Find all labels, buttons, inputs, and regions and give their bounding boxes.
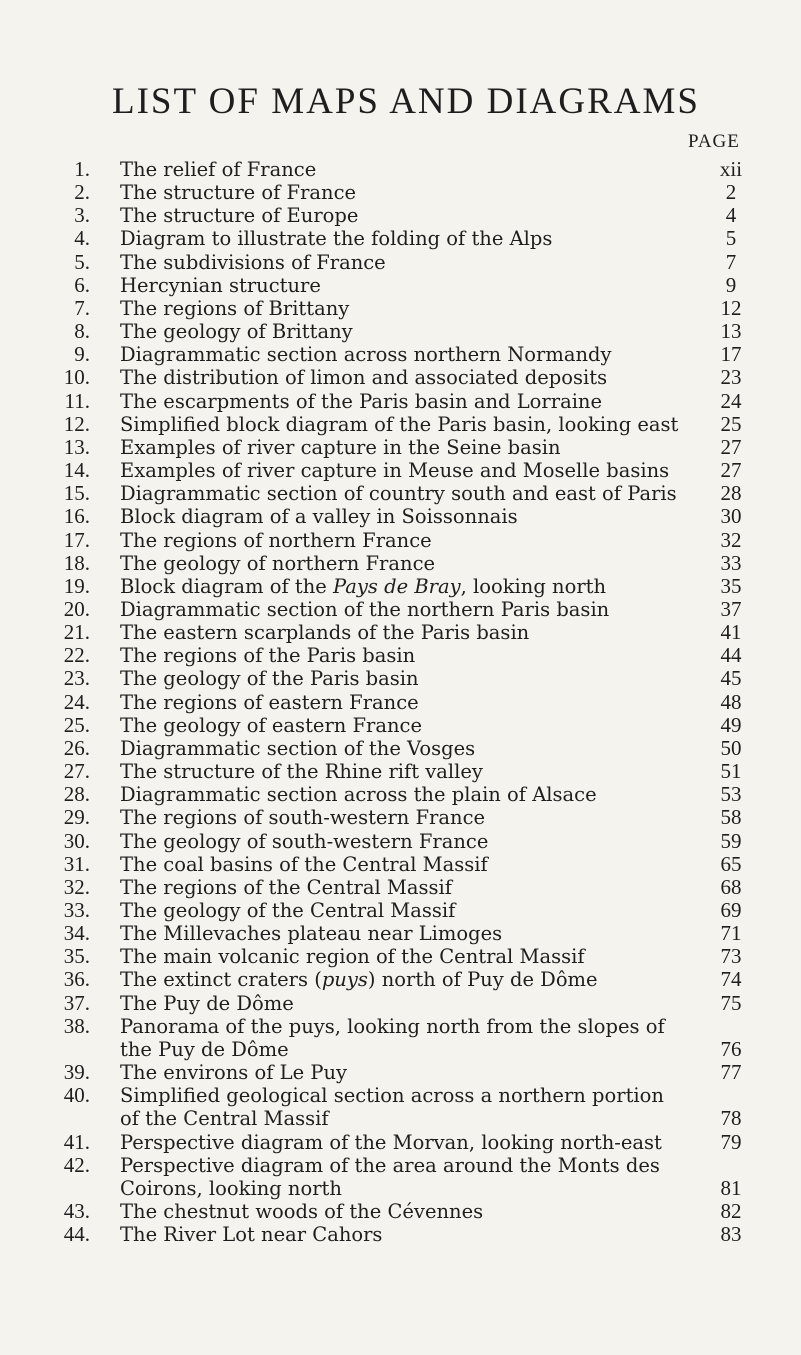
entry-page-number: 50 [720, 735, 742, 760]
entry-page-number: 24 [720, 388, 742, 413]
entry-number: 41. [63, 1129, 90, 1154]
entry-number: 12. [63, 411, 90, 436]
entry-title: The structure of Europe [120, 204, 359, 228]
entry-page-number: 65 [720, 851, 742, 876]
entry-title-part: Block diagram of the [120, 574, 333, 598]
entry-number: 21. [63, 620, 90, 645]
entry-title [120, 968, 680, 991]
entry-title-italic: puys [321, 968, 368, 992]
entry-number: 31. [63, 851, 90, 876]
entry-number: 11. [64, 388, 90, 413]
list-item [0, 737, 801, 760]
entry-number: 33. [63, 898, 90, 922]
entry-title: The regions of eastern France [120, 690, 419, 714]
entry-page-number: 68 [720, 874, 742, 899]
list-item [0, 1200, 801, 1223]
entry-title: The subdivisions of France [120, 250, 386, 274]
list-item [0, 760, 801, 783]
entry-number: 24. [63, 689, 90, 714]
entry-number: 26. [63, 735, 90, 760]
list-item [0, 1084, 801, 1130]
list-item [0, 505, 801, 528]
entry-title: Diagrammatic section of the Vosges [120, 736, 476, 760]
entry-page-number: 76 [720, 1036, 742, 1061]
entry-title: The Millevaches plateau near Limoges [120, 922, 503, 946]
entry-title: The River Lot near Cahors [120, 1223, 383, 1247]
list-item [0, 621, 801, 644]
entry-number: 13. [63, 434, 90, 459]
list-item [0, 1061, 801, 1084]
entry-title: Panorama of the puys, looking north from the slopes of the Puy de Dôme [120, 1014, 665, 1061]
entry-number: 17. [63, 527, 90, 552]
list-item [0, 320, 801, 343]
entry-title: Diagrammatic section of country south and east of Paris [120, 482, 677, 506]
entry-number: 39. [63, 1060, 90, 1085]
list-item [0, 1131, 801, 1154]
entry-number: 14. [63, 458, 90, 483]
entry-number: 30. [63, 828, 90, 853]
entry-page-number: 4 [725, 203, 737, 228]
list-item [0, 691, 801, 714]
list-item [0, 552, 801, 575]
entry-page-number: 78 [720, 1106, 742, 1131]
entry-number: 27. [63, 759, 90, 784]
entry-title: The distribution of limon and associated deposits [120, 366, 608, 390]
entry-title: The chestnut woods of the Cévennes [120, 1200, 484, 1224]
entry-page-number: 53 [720, 782, 742, 807]
entry-page-number: 82 [720, 1199, 742, 1224]
entry-number: 36. [63, 967, 90, 992]
entry-title: The regions of the Paris basin [120, 644, 416, 668]
entry-title: The regions of the Central Massif [120, 875, 452, 899]
entry-title: Block diagram of a valley in Soissonnais [120, 505, 518, 529]
entry-title: The main volcanic region of the Central Massif [120, 945, 585, 969]
entry-title: The regions of south-western France [120, 806, 486, 830]
entry-title: Diagrammatic section of the northern Paris basin [120, 597, 610, 621]
list-item [0, 274, 801, 297]
entry-number: 9. [74, 342, 90, 367]
entry-number: 16. [63, 504, 90, 529]
list-item [0, 714, 801, 737]
list-item [0, 1015, 801, 1061]
entry-page-number: 77 [720, 1060, 742, 1085]
list-item [0, 853, 801, 876]
entry-title: The geology of eastern France [120, 713, 423, 737]
entry-number: 38. [63, 1013, 90, 1038]
entry-number: 43. [63, 1199, 90, 1224]
entry-title: The geology of the Central Massif [120, 899, 456, 922]
entry-number: 19. [63, 573, 90, 598]
entry-number: 3. [74, 203, 90, 228]
list-item [0, 806, 801, 829]
entry-number: 34. [63, 921, 90, 946]
list-item [0, 667, 801, 690]
entry-page-number: 79 [720, 1129, 742, 1154]
list-item [0, 482, 801, 505]
entry-page-number: 25 [720, 411, 742, 436]
entry-number: 29. [63, 805, 90, 830]
entry-page-number: 23 [720, 365, 742, 390]
entry-number: 1. [74, 157, 90, 181]
contents-list [0, 158, 801, 1246]
list-item [0, 413, 801, 436]
entry-number: 20. [63, 596, 90, 621]
entry-page-number: 5 [725, 226, 737, 251]
entry-title: The escarpments of the Paris basin and Lorraine [120, 389, 603, 413]
entry-title: The structure of the Rhine rift valley [120, 760, 483, 784]
list-item [0, 783, 801, 806]
entry-page-number: 2 [725, 180, 737, 205]
entry-page-number: 83 [720, 1222, 742, 1247]
entry-title: Examples of river capture in Meuse and Moselle basins [120, 459, 670, 483]
entry-number: 2. [74, 180, 90, 205]
entry-number: 37. [63, 990, 90, 1015]
entry-title: The regions of Brittany [120, 296, 350, 320]
entry-page-number: 32 [720, 527, 742, 552]
entry-title: Simplified geological section across a northern portion of the Central Massif [120, 1084, 664, 1131]
entry-page-number: 13 [720, 319, 742, 344]
entry-title: The Puy de Dôme [120, 991, 294, 1015]
entry-page-number: 12 [720, 295, 742, 320]
entry-number: 15. [63, 481, 90, 506]
entry-page-number: 48 [720, 689, 742, 714]
entry-page-number: 69 [720, 898, 742, 922]
list-item [0, 251, 801, 274]
entry-number: 44. [63, 1222, 90, 1247]
entry-title [120, 575, 680, 598]
list-item [0, 459, 801, 482]
entry-title: Examples of river capture in the Seine basin [120, 435, 561, 459]
list-item [0, 297, 801, 320]
entry-title-part: The extinct craters ( [120, 968, 322, 992]
entry-page-number: 28 [720, 481, 742, 506]
entry-title-part: , looking north [460, 574, 607, 598]
entry-page-number: 71 [720, 921, 742, 946]
entry-number: 18. [63, 550, 90, 575]
list-item [0, 644, 801, 667]
entry-title: Simplified block diagram of the Paris basin, looking east [120, 412, 679, 436]
entry-number: 22. [63, 643, 90, 668]
list-item [0, 945, 801, 968]
entry-number: 42. [63, 1152, 90, 1177]
entry-page-number: 7 [725, 249, 737, 274]
entry-number: 28. [63, 782, 90, 807]
entry-page-number: 45 [720, 666, 742, 691]
list-item [0, 922, 801, 945]
page-title: LIST OF MAPS AND DIAGRAMS [112, 81, 700, 122]
list-item [0, 992, 801, 1015]
entry-title: The geology of south-western France [120, 829, 489, 853]
entry-page-number: 74 [720, 967, 742, 992]
entry-page-number: 59 [720, 828, 742, 853]
list-item [0, 575, 801, 598]
list-item [0, 158, 801, 181]
list-item [0, 204, 801, 227]
entry-title-part: ) north of Puy de Dôme [367, 968, 598, 992]
entry-title: The geology of the Paris basin [120, 667, 419, 691]
entry-page-number: 51 [720, 759, 742, 784]
entry-title: The geology of northern France [120, 551, 436, 575]
entry-page-number: 73 [720, 944, 742, 969]
entry-page-number: 35 [720, 573, 742, 598]
entry-page-number: 44 [720, 643, 742, 668]
entry-title: The coal basins of the Central Massif [120, 852, 488, 876]
page-column-header: PAGE [688, 131, 740, 152]
entry-title-italic: Pays de Bray [333, 574, 461, 598]
entry-title: The structure of France [120, 181, 357, 205]
entry-page-number: 81 [720, 1175, 742, 1200]
entry-title: The geology of Brittany [120, 320, 353, 344]
list-item [0, 343, 801, 366]
entry-number: 23. [63, 666, 90, 691]
list-item [0, 1154, 801, 1200]
list-item [0, 830, 801, 853]
entry-page-number: 75 [720, 990, 742, 1015]
entry-page-number: 33 [720, 550, 742, 575]
entry-page-number: 49 [720, 712, 742, 737]
entry-title: Diagram to illustrate the folding of the Alps [120, 227, 553, 251]
entry-number: 25. [63, 712, 90, 737]
entry-title: Hercynian structure [120, 273, 321, 297]
list-item [0, 968, 801, 991]
entry-number: 32. [63, 874, 90, 899]
entry-number: 10. [63, 365, 90, 390]
list-item [0, 529, 801, 552]
list-item [0, 876, 801, 899]
list-item [0, 181, 801, 204]
list-item [0, 899, 801, 922]
list-item [0, 366, 801, 389]
entry-page-number: 30 [720, 504, 742, 529]
entry-number: 4. [74, 226, 90, 251]
entry-title: Diagrammatic section across the plain of Alsace [120, 783, 597, 807]
entry-title: The regions of northern France [120, 528, 432, 552]
entry-title: Diagrammatic section across northern Normandy [120, 343, 612, 367]
entry-page-number: 27 [720, 458, 742, 483]
entry-page-number: 41 [720, 620, 742, 645]
entry-page-number: 58 [720, 805, 742, 830]
list-item [0, 598, 801, 621]
entry-number: 6. [74, 272, 90, 297]
list-item [0, 1223, 801, 1246]
entry-page-number: 9 [725, 272, 737, 297]
entry-number: 5. [74, 249, 90, 274]
entry-page-number: 17 [720, 342, 742, 367]
entry-number: 35. [63, 944, 90, 969]
list-item [0, 436, 801, 459]
entry-number: 40. [63, 1083, 90, 1108]
entry-page-number: 37 [720, 596, 742, 621]
entry-number: 8. [74, 319, 90, 344]
list-item [0, 390, 801, 413]
entry-title: Perspective diagram of the area around the Monts des Coirons, looking north [120, 1153, 660, 1200]
entry-title: Perspective diagram of the Morvan, looking north-east [120, 1130, 662, 1154]
entry-number: 7. [74, 295, 90, 320]
entry-title: The eastern scarplands of the Paris basin [120, 621, 530, 645]
entry-page-number: 27 [720, 434, 742, 459]
list-item [0, 227, 801, 250]
entry-title: The environs of Le Puy [120, 1061, 348, 1085]
entry-title: The relief of France [120, 158, 317, 181]
entry-page-number: xii [719, 157, 743, 181]
